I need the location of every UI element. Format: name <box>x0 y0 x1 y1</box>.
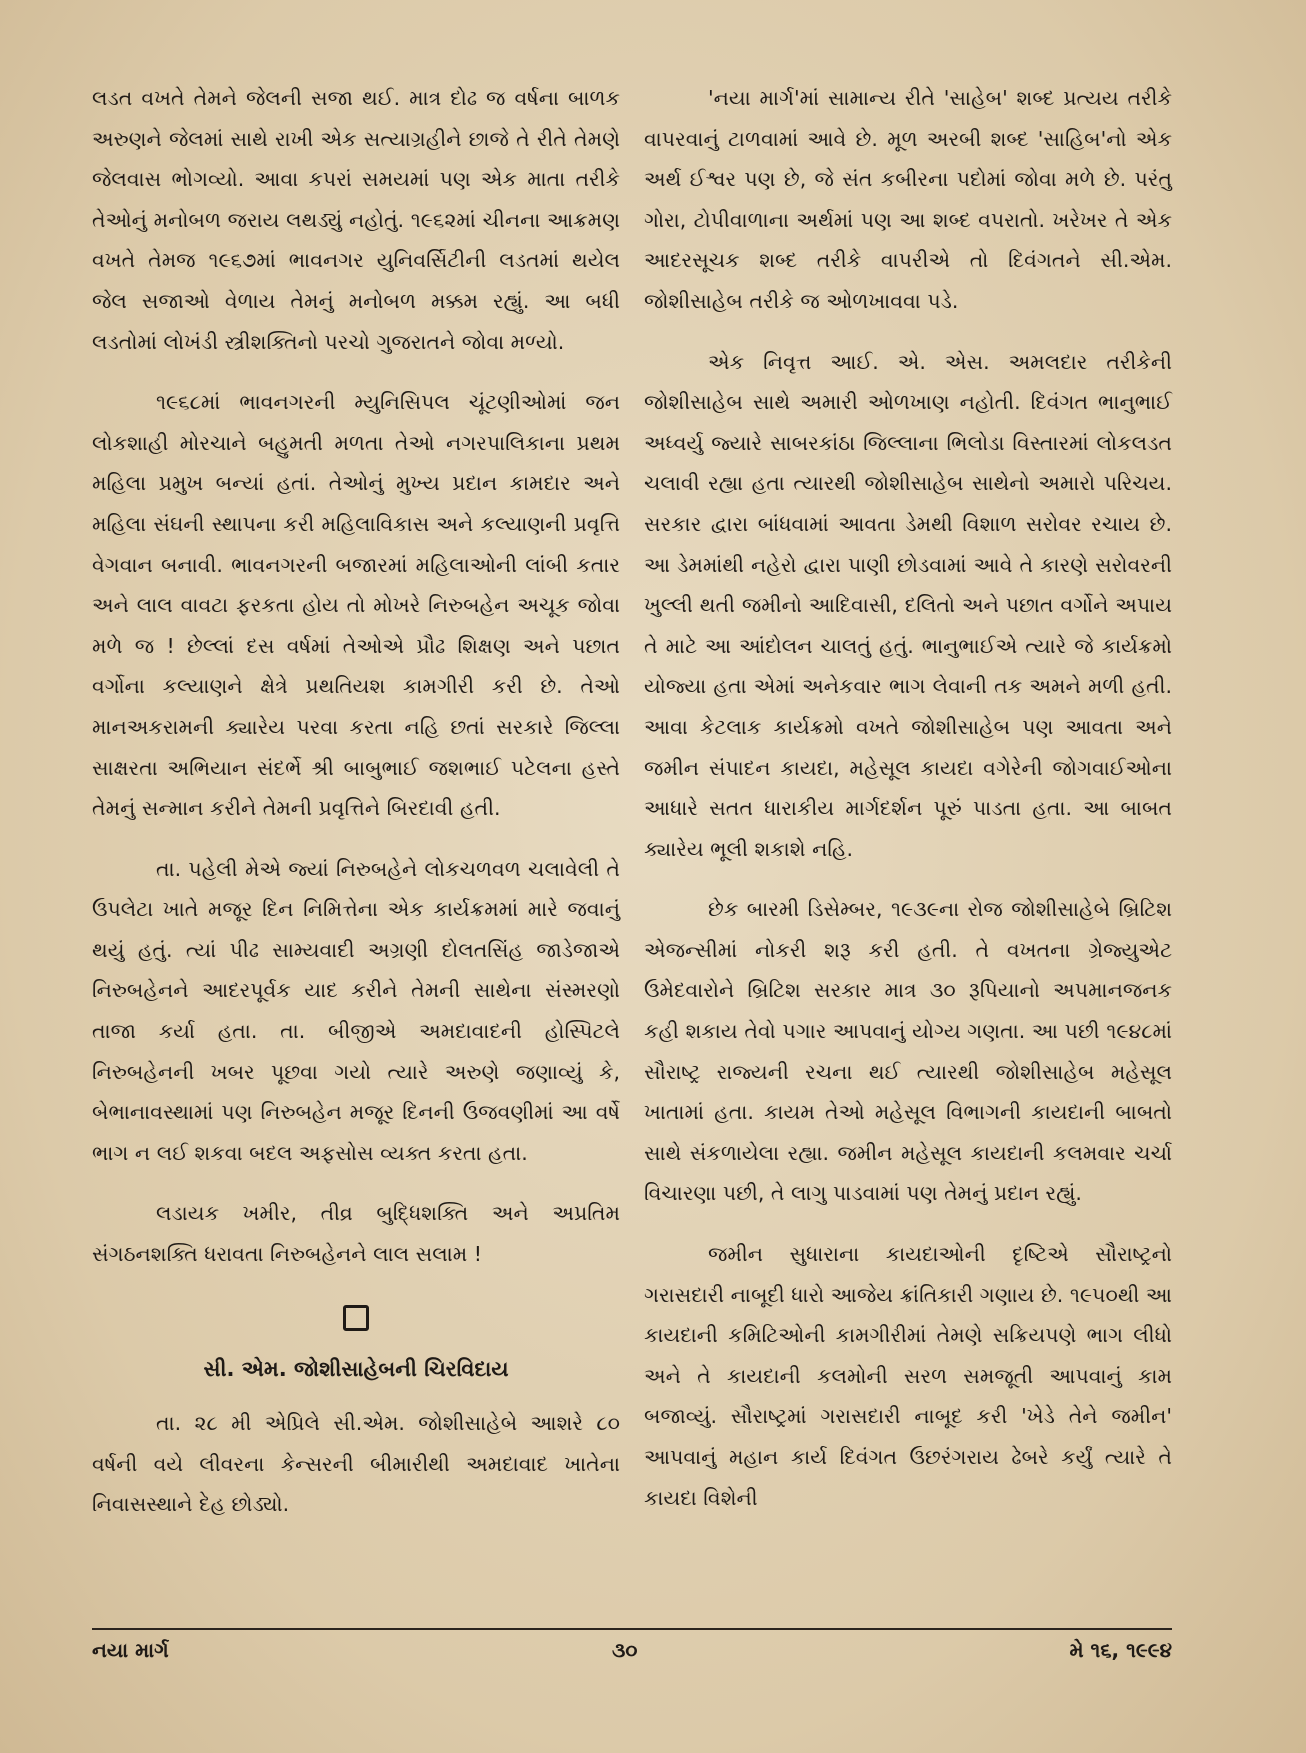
left-paragraph-3: તા. પહેલી મેએ જ્યાં નિરુબહેને લોકચળવળ ચલાવેલી તે ઉપલેટા ખાતે મજૂર દિન નિમિત્તેના એક કાર્યક્રમમાં મારે જવાનું થયું હતું. ત્યાં પીઢ સામ્યવાદી અગ્રણી દોલતસિંહ જાડેજાએ નિરુબહેનને આદરપૂર્વક યાદ કરીને તેમની સાથેના સંસ્મરણો તાજા કર્યા હતા. તા. બીજીએ અમદાવાદની હોસ્પિટલે નિરુબહેનની ખબર પૂછવા ગયો ત્યારે અરુણે જણાવ્યું કે, બેભાનાવસ્થામાં પણ નિરુબહેન મજૂર દિનની ઉજવણીમાં આ વર્ષે ભાગ ન લઈ શકવા બદલ અફસોસ વ્યક્ત કરતા હતા. <box>92 856 620 1165</box>
right-paragraph-2: એક નિવૃત્ત આઈ. એ. એસ. અમલદાર તરીકેની જોશીસાહેબ સાથે અમારી ઓળખાણ નહોતી. દિવંગત ભાનુભાઈ અધ્વર્યુ જ્યારે સાબરકાંઠા જિલ્લાના ભિલોડા વિસ્તારમાં લોકલડત ચલાવી રહ્યા હતા ત્યારથી જોશીસાહેબ સાથેનો અમારો પરિચય. સરકાર દ્વારા બાંધવામાં આવતા ડેમથી વિશાળ સરોવર રચાય છે. આ ડેમમાંથી નહેરો દ્વારા પાણી છોડવામાં આવે તે કારણે સરોવરની ખુલ્લી થતી જમીનો આદિવાસી, દલિતો અને પછાત વર્ગોને અપાય તે માટે આ આંદોલન ચાલતું હતું. ભાનુભાઈએ ત્યારે જે કાર્યક્રમો યોજ્યા હતા એમાં અનેકવાર ભાગ લેવાની તક અમને મળી હતી. આવા કેટલાક કાર્યક્રમો વખતે જોશીસાહેબ પણ આવતા અને જમીન સંપાદન કાયદા, મહેસૂલ કાયદા વગેરેની જોગવાઈઓના આધારે સતત ધારાકીય માર્ગદર્શન પૂરું પાડતા હતા. આ બાબત ક્યારેય ભૂલી શકાશે નહિ. <box>644 349 1172 861</box>
left-paragraph-4: લડાયક ખમીર, તીવ્ર બુદ્ધિશક્તિ અને અપ્રતિમ સંગઠનશક્તિ ધરાવતા નિરુબહેનને લાલ સલામ ! <box>92 1201 620 1267</box>
square-ornament-icon <box>343 1305 369 1331</box>
page-number: ૩૦ <box>612 1638 638 1662</box>
left-paragraph-2: ૧૯૬૮માં ભાવનગરની મ્યુનિસિપલ ચૂંટણીઓમાં જન લોકશાહી મોરચાને બહુમતી મળતા તેઓ નગરપાલિકાના પ્રથમ મહિલા પ્રમુખ બન્યાં હતાં. તેઓનું મુખ્ય પ્રદાન કામદાર અને મહિલા સંઘની સ્થાપના કરી મહિલાવિકાસ અને કલ્યાણની પ્રવૃત્તિ વેગવાન બનાવી. ભાવનગરની બજારમાં મહિલાઓની લાંબી કતાર અને લાલ વાવટા ફરકતા હોય તો મોખરે નિરુબહેન અચૂક જોવા મળે જ ! છેલ્લાં દસ વર્ષમાં તેઓએ પ્રૌઢ શિક્ષણ અને પછાત વર્ગોના કલ્યાણને ક્ષેત્રે પ્રથતિયશ કામગીરી કરી છે. તેઓ માનઅકરામની ક્યારેય પરવા કરતા નહિ છતાં સરકારે જિલ્લા સાક્ષરતા અભિયાન સંદર્ભે શ્રી બાબુભાઈ જશભાઈ પટેલના હસ્તે તેમનું સન્માન કરીને તેમની પ્રવૃત્તિને બિરદાવી હતી. <box>92 390 620 821</box>
section-heading: સી. એમ. જોશીસાહેબની ચિરવિદાય <box>203 1356 509 1381</box>
issue-date: મે ૧૬, ૧૯૯૪ <box>1069 1638 1172 1662</box>
right-column <box>644 78 1172 1538</box>
right-paragraph-1: 'નયા માર્ગ'માં સામાન્ય રીતે 'સાહેબ' શબ્દ પ્રત્યય તરીકે વાપરવાનું ટાળવામાં આવે છે. મૂળ અરબી શબ્દ 'સાહિબ'નો એક અર્થ ઈશ્વર પણ છે, જે સંત કબીરના પદોમાં જોવા મળે છે. પરંતુ ગોરા, ટોપીવાળાના અર્થમાં પણ આ શબ્દ વપરાતો. ખરેખર તે એક આદરસૂચક શબ્દ તરીકે વાપરીએ તો દિવંગતને સી.એમ. જોશીસાહેબ તરીકે જ ઓળખાવવા પડે. <box>644 86 1172 313</box>
publication-name: નયા માર્ગ <box>92 1638 169 1662</box>
left-paragraph-5: તા. ૨૮ મી એપ્રિલે સી.એમ. જોશીસાહેબે આશરે ૮૦ વર્ષની વયે લીવરના કેન્સરની બીમારીથી અમદાવાદ ખાતેના નિવાસસ્થાને દેહ છોડ્યો. <box>92 1411 620 1517</box>
left-paragraph-1: લડત વખતે તેમને જેલની સજા થઈ. માત્ર દોઢ જ વર્ષના બાળક અરુણને જેલમાં સાથે રાખી એક સત્યાગ્રહીને છાજે તે રીતે તેમણે જેલવાસ ભોગવ્યો. આવા કપરાં સમયમાં પણ એક માતા તરીકે તેઓનું મનોબળ જરાય લથડ્યું નહોતું. ૧૯૬૨માં ચીનના આક્રમણ વખતે તેમજ ૧૯૬૭માં ભાવનગર યુનિવર્સિટીની લડતમાં થયેલ જેલ સજાઓ વેળાય તેમનું મનોબળ મક્કમ રહ્યું. આ બધી લડતોમાં લોખંડી સ્ત્રીશક્તિનો પરચો ગુજરાતને જોવા મળ્યો. <box>92 86 620 354</box>
page-footer <box>92 1628 1172 1670</box>
section-end-marker <box>92 1295 620 1335</box>
right-paragraph-4: જમીન સુધારાના કાયદાઓની દૃષ્ટિએ સૌરાષ્ટ્રનો ગરાસદારી નાબૂદી ધારો આજેય ક્રાંતિકારી ગણાય છે. ૧૯૫૦થી આ કાયદાની કમિટિઓની કામગીરીમાં તેમણે સક્રિયપણે ભાગ લીધો અને તે કાયદાની કલમોની સરળ સમજૂતી આપવાનું કામ બજાવ્યું. સૌરાષ્ટ્રમાં ગરાસદારી નાબૂદ કરી 'ખેડે તેને જમીન' આપવાનું મહાન કાર્ય દિવંગત ઉછરંગરાય ઢેબરે કર્યું ત્યારે તે કાયદા વિશેની <box>644 1242 1172 1510</box>
left-column <box>92 78 620 1545</box>
right-paragraph-3: છેક બારમી ડિસેમ્બર, ૧૯૩૯ના રોજ જોશીસાહેબે બ્રિટિશ એજન્સીમાં નોકરી શરૂ કરી હતી. તે વખતના ગ્રેજ્યુએટ ઉમેદવારોને બ્રિટિશ સરકાર માત્ર ૩૦ રૂપિયાનો અપમાનજનક કહી શકાય તેવો પગાર આપવાનું યોગ્ય ગણતા. આ પછી ૧૯૪૮માં સૌરાષ્ટ્ર રાજ્યની રચના થઈ ત્યારથી જોશીસાહેબ મહેસૂલ ખાતામાં હતા. કાયમ તેઓ મહેસૂલ વિભાગની કાયદાની બાબતો સાથે સંકળાયેલા રહ્યા. જમીન મહેસૂલ કાયદાની કલમવાર ચર્ચા વિચારણા પછી, તે લાગુ પાડવામાં પણ તેમનું પ્રદાન રહ્યું. <box>644 897 1172 1206</box>
